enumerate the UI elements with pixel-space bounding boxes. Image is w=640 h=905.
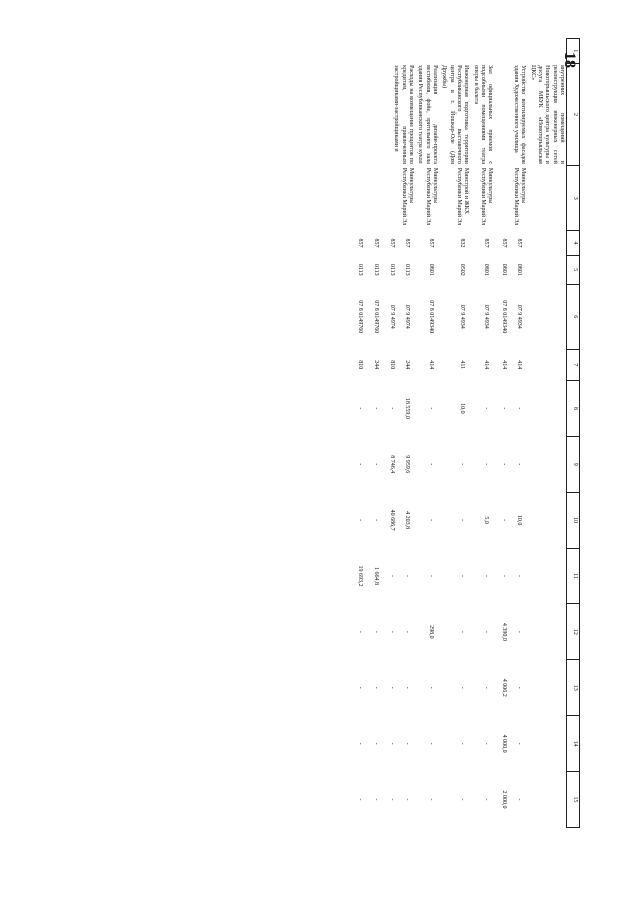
column-number-5: 5	[567, 255, 580, 284]
cell-col-4: 857	[483, 238, 490, 248]
column-number-6: 6	[567, 284, 580, 349]
cell-col-3: Минкультуры Республики Марий Эл	[479, 167, 494, 226]
cell-col-11: -	[428, 574, 435, 577]
cell-col-10: 5,0	[483, 516, 490, 524]
cell-col-13: -	[428, 686, 435, 689]
cell-col-1	[527, 39, 566, 64]
cell-col-6: 07 9 4934	[459, 304, 466, 329]
cell-col-13: -	[459, 686, 466, 689]
cell-col-15: -	[483, 798, 490, 801]
cell-col-2: Реализация дизайн-проекта вестибюля, фойе, зрительного зала здания Республиканского театра кукол	[417, 65, 439, 164]
column-number-10: 10	[567, 492, 580, 548]
cell-col-10: 4 203,8 40 686,7 - -	[357, 509, 411, 531]
table-row	[470, 39, 494, 828]
budget-table	[351, 38, 580, 828]
cell-col-6: 07 9 4934	[483, 304, 490, 329]
cell-col-8	[527, 380, 566, 436]
column-number-3: 3	[567, 166, 580, 231]
table-row	[415, 39, 439, 828]
cell-col-14: -	[483, 742, 490, 745]
column-number-1: 1	[567, 39, 580, 64]
cell-col-13: - 4 006,2	[500, 678, 523, 697]
cell-col-2: Инженерная подготовка территории Республиканского выставочного центра в г. Йошкар-Оле (Дом Дружбы)	[441, 65, 470, 164]
cell-col-11	[527, 548, 566, 604]
column-number-11: 11	[567, 548, 580, 604]
cell-col-1	[439, 39, 470, 64]
column-number-8: 8	[567, 380, 580, 436]
column-number-7: 7	[567, 349, 580, 380]
cell-col-12: - - - -	[357, 630, 411, 633]
column-number-14: 14	[567, 716, 580, 772]
cell-col-11: - - 1 664,8 19 693,2	[357, 565, 411, 587]
cell-col-12: - 4 390,0	[500, 622, 523, 641]
cell-col-14: -	[459, 742, 466, 745]
cell-col-6: 07 8 0149340	[428, 300, 435, 334]
cell-col-4	[527, 231, 566, 256]
cell-col-3	[527, 166, 566, 231]
cell-col-1	[470, 39, 494, 64]
column-number-4: 4	[567, 231, 580, 256]
column-number-2: 2	[567, 63, 580, 166]
cell-col-11: - -	[500, 574, 523, 577]
cell-col-13	[527, 660, 566, 716]
cell-col-4: 857 857	[500, 238, 523, 248]
cell-col-7: 411	[459, 360, 466, 370]
cell-col-11: -	[459, 574, 466, 577]
cell-col-2: внутренних помещений и реконструкция инженерных сетей Новоторъяльского центра культуры и досуга МБУК «Новоторъяльская ЦКС»	[529, 65, 565, 164]
cell-col-12: 298,0	[428, 625, 435, 639]
cell-col-13: -	[483, 686, 490, 689]
cell-col-2: Расходы на возмещение процентов по кредитам, привлеченным застройщиками-застройщиками и	[393, 65, 415, 164]
table-row	[439, 39, 470, 828]
cell-col-1	[494, 39, 527, 64]
cell-col-9: -	[483, 463, 490, 466]
column-number-12: 12	[567, 604, 580, 660]
table-row	[351, 39, 415, 828]
cell-col-7: 244 810 244 810	[357, 360, 411, 370]
page-number: 18	[561, 52, 578, 68]
cell-col-13: - - - -	[357, 686, 411, 689]
cell-col-5: 0801	[428, 263, 435, 276]
table-row	[494, 39, 527, 828]
cell-col-14: - - - -	[357, 742, 411, 745]
cell-col-6	[527, 284, 566, 349]
cell-col-8: 18 559,0 - - -	[357, 397, 411, 419]
cell-col-5: 0113 0113 0113 0113	[357, 263, 411, 276]
rotated-page-content	[112, 38, 580, 828]
cell-col-4: 832	[459, 238, 466, 248]
cell-col-14	[527, 716, 566, 772]
cell-col-15: -	[428, 798, 435, 801]
cell-col-7: 414	[483, 360, 490, 370]
cell-col-3: Минстрой и ЖКХ Республики Марий Эл	[456, 167, 470, 226]
cell-col-2: Зал официальных приемов с подсобными помещениями театра оперы и балета	[472, 65, 494, 164]
cell-col-15	[527, 772, 566, 828]
cell-col-15: -	[459, 798, 466, 801]
cell-col-3: Минкультуры Республики Марий Эл	[513, 167, 527, 226]
cell-col-8: -	[428, 407, 435, 410]
cell-col-7	[527, 349, 566, 380]
cell-col-12: -	[459, 630, 466, 633]
cell-col-12: -	[483, 630, 490, 633]
cell-col-11: -	[483, 574, 490, 577]
cell-col-10	[527, 492, 566, 548]
cell-col-1	[351, 39, 415, 64]
cell-col-8: - -	[500, 407, 523, 410]
cell-col-7: 414 414	[500, 360, 523, 370]
cell-col-5: 0502	[459, 263, 466, 276]
cell-col-8: 10,0	[459, 403, 466, 414]
cell-col-6: 07 9 4934 07 8 0149340	[500, 300, 523, 334]
column-number-13: 13	[567, 660, 580, 716]
cell-col-15: - 2 000,0	[500, 790, 523, 809]
table-body	[351, 39, 567, 828]
column-number-header	[567, 39, 580, 828]
cell-col-10: -	[428, 519, 435, 522]
cell-col-4: 857 857 857 857	[357, 238, 411, 248]
cell-col-9: 9 959,6 8 746,4 - -	[357, 455, 411, 474]
column-number-15: 15	[567, 772, 580, 828]
cell-col-8: -	[483, 407, 490, 410]
column-number-9: 9	[567, 436, 580, 492]
cell-col-12	[527, 604, 566, 660]
cell-col-1	[415, 39, 439, 64]
cell-col-9: -	[459, 463, 466, 466]
cell-col-9: - -	[500, 463, 523, 466]
cell-col-14: -	[428, 742, 435, 745]
cell-col-9	[527, 436, 566, 492]
cell-col-6: 07 9 4974 07 9 4974 07 8 0149760 07 8 0149760	[357, 300, 411, 334]
table-row	[527, 39, 566, 828]
cell-col-5	[527, 255, 566, 284]
cell-col-5: 0801	[483, 263, 490, 276]
cell-col-7: 414	[428, 360, 435, 370]
cell-col-14: - 4 000,0	[500, 734, 523, 753]
cell-col-4: 857	[428, 238, 435, 248]
cell-col-2: Устройство вентилируемых фасадов здания Художественного училища	[513, 65, 527, 164]
cell-col-3: Минкультуры Республики Марий Эл	[424, 167, 439, 226]
cell-col-5: 0801 0801	[500, 263, 523, 276]
cell-col-10: -	[459, 519, 466, 522]
cell-col-15: - - - -	[357, 798, 411, 801]
cell-col-10: 10,0 -	[500, 514, 523, 526]
cell-col-3: Минкультуры Республики Марий Эл	[400, 167, 415, 226]
cell-col-9: -	[428, 463, 435, 466]
